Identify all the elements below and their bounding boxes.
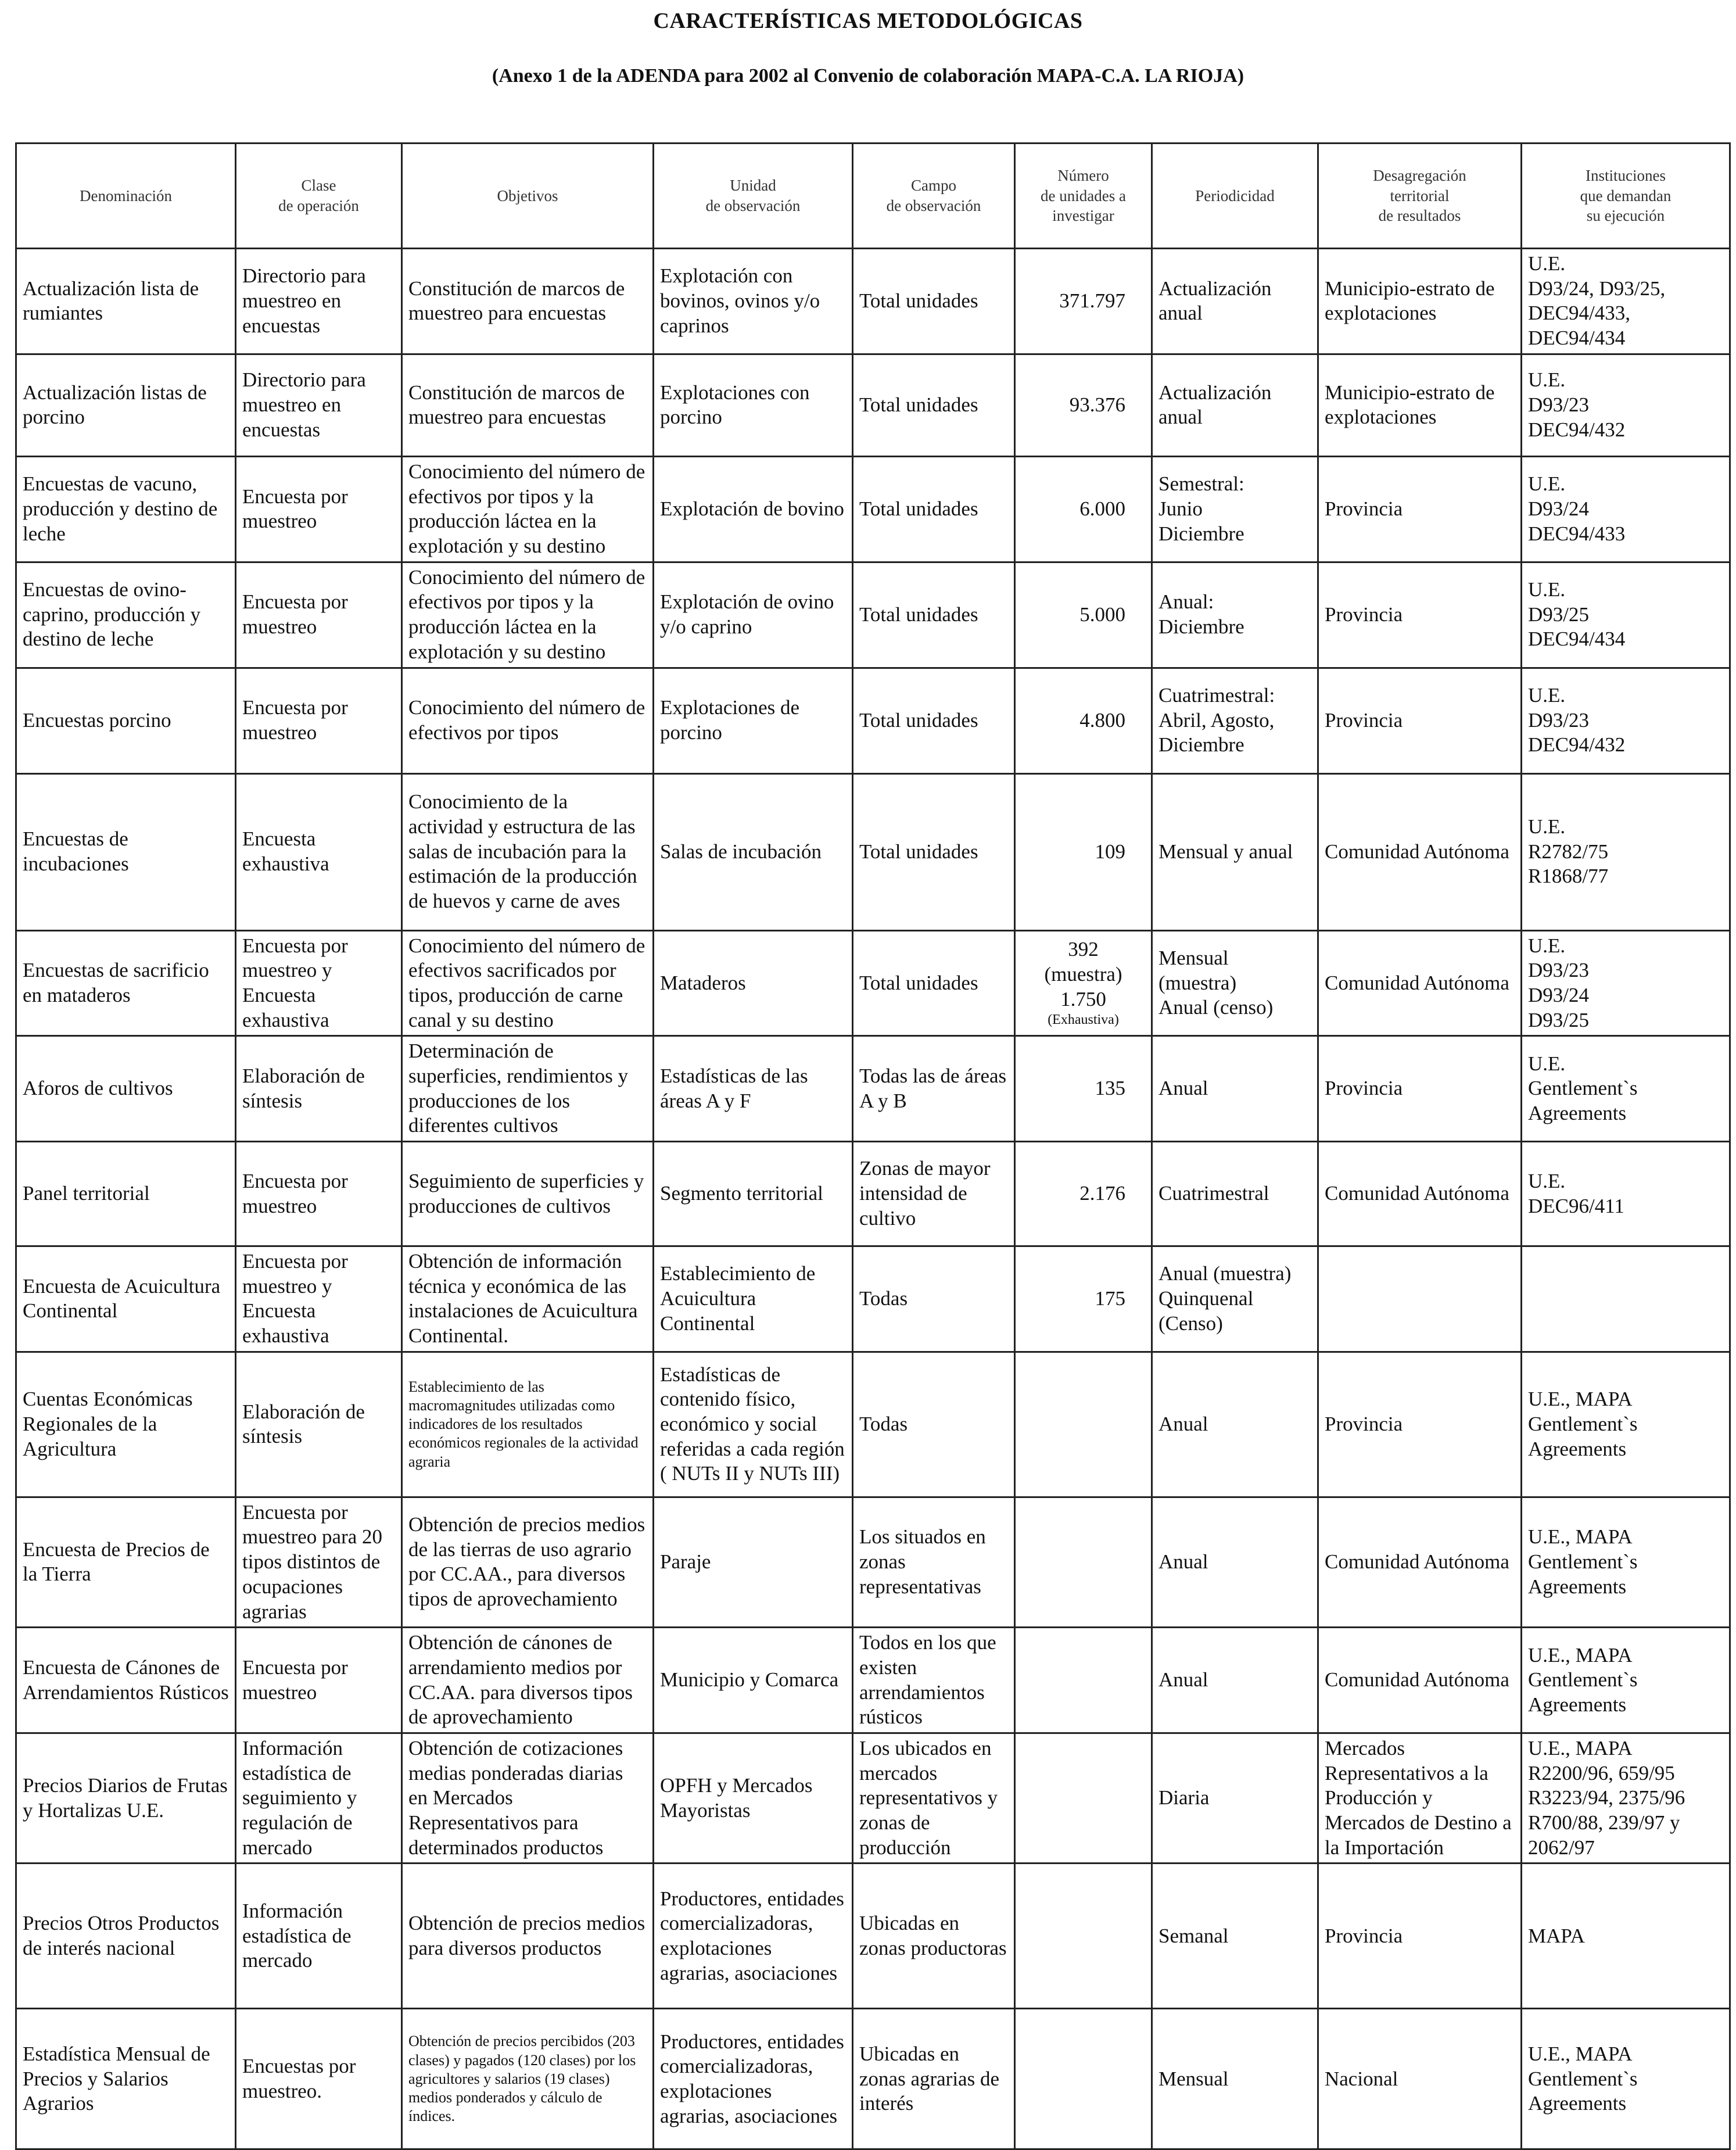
cell-periodicidad: Anual xyxy=(1152,1352,1318,1497)
cell-periodicidad: Anual (muestra) Quinquenal (Censo) xyxy=(1152,1246,1318,1352)
cell-periodicidad: Actualización anual xyxy=(1152,354,1318,456)
cell-objetivos: Obtención de precios percibidos (203 clases) y pagados (120 clases) por los agricultores y salarios (19 clases) medios ponderados y cálculo de índices. xyxy=(402,2009,654,2149)
cell-numero-unidades xyxy=(1015,2009,1152,2149)
cell-clase-operacion: Información estadística de seguimiento y regulación de mercado xyxy=(236,1733,402,1863)
cell-periodicidad: Anual: Diciembre xyxy=(1152,562,1318,668)
header-clase-operacion: Clase de operación xyxy=(236,144,402,249)
cell-numero-unidades: 135 xyxy=(1015,1036,1152,1142)
table-row xyxy=(16,668,1730,773)
cell-denominacion: Precios Otros Productos de interés nacional xyxy=(16,1864,236,2009)
table-row xyxy=(16,354,1730,456)
cell-campo-observacion: Total unidades xyxy=(853,249,1015,354)
cell-instituciones xyxy=(1522,1246,1730,1352)
cell-unidad-observacion: Productores, entidades comercializadoras, explotaciones agrarias, asociaciones xyxy=(654,2009,853,2149)
cell-instituciones: U.E., MAPA R2200/96, 659/95 R3223/94, 2375/96 R700/88, 239/97 y 2062/97 xyxy=(1522,1733,1730,1863)
cell-clase-operacion: Elaboración de síntesis xyxy=(236,1352,402,1497)
cell-clase-operacion: Encuesta por muestreo xyxy=(236,456,402,562)
cell-objetivos: Conocimiento de la actividad y estructura de las salas de incubación para la estimación de la producción de huevos y carne de aves xyxy=(402,773,654,930)
cell-unidad-observacion: Paraje xyxy=(654,1497,853,1627)
table-row xyxy=(16,562,1730,668)
cell-campo-observacion: Total unidades xyxy=(853,354,1015,456)
cell-unidad-observacion: Explotación de ovino y/o caprino xyxy=(654,562,853,668)
table-row xyxy=(16,249,1730,354)
cell-objetivos: Obtención de cotizaciones medias ponderadas diarias en Mercados Representativos para determinados productos xyxy=(402,1733,654,1863)
cell-objetivos: Obtención de cánones de arrendamiento medios por CC.AA. para diversos tipos de aprovechamiento xyxy=(402,1628,654,1733)
cell-clase-operacion: Directorio para muestreo en encuestas xyxy=(236,354,402,456)
cell-instituciones: U.E. D93/23 DEC94/432 xyxy=(1522,668,1730,773)
table-row xyxy=(16,1142,1730,1246)
units-exhaustiva-label: (Exhaustiva) xyxy=(1048,1012,1119,1028)
cell-numero-unidades: 371.797 xyxy=(1015,249,1152,354)
cell-clase-operacion: Elaboración de síntesis xyxy=(236,1036,402,1142)
cell-campo-observacion: Todas xyxy=(853,1246,1015,1352)
cell-objetivos: Constitución de marcos de muestreo para encuestas xyxy=(402,354,654,456)
table-row xyxy=(16,773,1730,930)
cell-unidad-observacion: Explotaciones con porcino xyxy=(654,354,853,456)
cell-periodicidad: Semanal xyxy=(1152,1864,1318,2009)
cell-numero-unidades: 6.000 xyxy=(1015,456,1152,562)
cell-unidad-observacion: Estadísticas de contenido físico, económico y social referidas a cada región ( NUTs II y NUTs III) xyxy=(654,1352,853,1497)
header-periodicidad: Periodicidad xyxy=(1152,144,1318,249)
cell-instituciones: U.E., MAPA Gentlement`s Agreements xyxy=(1522,1497,1730,1627)
cell-unidad-observacion: Mataderos xyxy=(654,930,853,1036)
cell-numero-unidades: 175 xyxy=(1015,1246,1152,1352)
cell-clase-operacion: Encuesta por muestreo y Encuesta exhaustiva xyxy=(236,930,402,1036)
cell-denominacion: Encuesta de Acuicultura Continental xyxy=(16,1246,236,1352)
cell-denominacion: Encuestas de ovino-caprino, producción y destino de leche xyxy=(16,562,236,668)
table-row xyxy=(16,1036,1730,1142)
cell-objetivos: Determinación de superficies, rendimientos y producciones de los diferentes cultivos xyxy=(402,1036,654,1142)
table-row xyxy=(16,456,1730,562)
page-title: CARACTERÍSTICAS METODOLÓGICAS xyxy=(653,9,1083,33)
cell-desagregacion-territorial: Comunidad Autónoma xyxy=(1318,1497,1522,1627)
header-unidad-observacion: Unidad de observación xyxy=(654,144,853,249)
cell-instituciones: U.E. D93/23 D93/24 D93/25 xyxy=(1522,930,1730,1036)
cell-desagregacion-territorial: Municipio-estrato de explotaciones xyxy=(1318,249,1522,354)
cell-denominacion: Panel territorial xyxy=(16,1142,236,1246)
cell-clase-operacion: Encuesta por muestreo xyxy=(236,1142,402,1246)
cell-campo-observacion: Total unidades xyxy=(853,930,1015,1036)
cell-objetivos: Conocimiento del número de efectivos sacrificados por tipos, producción de carne canal y su destino xyxy=(402,930,654,1036)
units-muestra: 392 (muestra) xyxy=(1044,938,1122,986)
cell-unidad-observacion: Establecimiento de Acuicultura Continental xyxy=(654,1246,853,1352)
header-instituciones: Instituciones que demandan su ejecución xyxy=(1522,144,1730,249)
cell-periodicidad: Anual xyxy=(1152,1628,1318,1733)
table-row xyxy=(16,1628,1730,1733)
header-numero-unidades: Número de unidades a investigar xyxy=(1015,144,1152,249)
cell-unidad-observacion: Productores, entidades comercializadoras, explotaciones agrarias, asociaciones xyxy=(654,1864,853,2009)
cell-instituciones: U.E. D93/25 DEC94/434 xyxy=(1522,562,1730,668)
cell-campo-observacion: Todas xyxy=(853,1352,1015,1497)
cell-objetivos: Constitución de marcos de muestreo para encuestas xyxy=(402,249,654,354)
units-exhaustiva: 1.750 xyxy=(1060,987,1106,1010)
cell-desagregacion-territorial: Provincia xyxy=(1318,562,1522,668)
table-row xyxy=(16,1864,1730,2009)
cell-numero-unidades: 93.376 xyxy=(1015,354,1152,456)
cell-unidad-observacion: OPFH y Mercados Mayoristas xyxy=(654,1733,853,1863)
cell-campo-observacion: Los ubicados en mercados representativos y zonas de producción xyxy=(853,1733,1015,1863)
cell-clase-operacion: Encuesta por muestreo para 20 tipos distintos de ocupaciones agrarias xyxy=(236,1497,402,1627)
cell-periodicidad: Anual xyxy=(1152,1497,1318,1627)
cell-denominacion: Encuesta de Precios de la Tierra xyxy=(16,1497,236,1627)
cell-clase-operacion: Encuesta por muestreo xyxy=(236,1628,402,1733)
cell-unidad-observacion: Explotaciones de porcino xyxy=(654,668,853,773)
cell-clase-operacion: Directorio para muestreo en encuestas xyxy=(236,249,402,354)
cell-unidad-observacion: Municipio y Comarca xyxy=(654,1628,853,1733)
cell-campo-observacion: Los situados en zonas representativas xyxy=(853,1497,1015,1627)
cell-instituciones: U.E., MAPA Gentlement`s Agreements xyxy=(1522,1352,1730,1497)
cell-campo-observacion: Total unidades xyxy=(853,456,1015,562)
cell-numero-unidades: 109 xyxy=(1015,773,1152,930)
cell-objetivos: Conocimiento del número de efectivos por tipos y la producción láctea en la explotación y su destino xyxy=(402,562,654,668)
cell-desagregacion-territorial: Nacional xyxy=(1318,2009,1522,2149)
cell-objetivos: Conocimiento del número de efectivos por tipos xyxy=(402,668,654,773)
cell-clase-operacion: Encuesta por muestreo xyxy=(236,562,402,668)
cell-desagregacion-territorial: Provincia xyxy=(1318,456,1522,562)
cell-desagregacion-territorial: Provincia xyxy=(1318,1864,1522,2009)
header-row xyxy=(16,144,1730,249)
cell-denominacion: Encuestas de vacuno, producción y destino de leche xyxy=(16,456,236,562)
cell-objetivos: Obtención de precios medios de las tierras de uso agrario por CC.AA., para diversos tipos de aprovechamiento xyxy=(402,1497,654,1627)
cell-instituciones: MAPA xyxy=(1522,1864,1730,2009)
cell-numero-unidades xyxy=(1015,1628,1152,1733)
cell-campo-observacion: Ubicadas en zonas productoras xyxy=(853,1864,1015,2009)
cell-numero-unidades xyxy=(1015,1733,1152,1863)
cell-desagregacion-territorial: Comunidad Autónoma xyxy=(1318,1628,1522,1733)
cell-periodicidad: Anual xyxy=(1152,1036,1318,1142)
cell-denominacion: Aforos de cultivos xyxy=(16,1036,236,1142)
cell-desagregacion-territorial: Provincia xyxy=(1318,1352,1522,1497)
cell-denominacion: Precios Diarios de Frutas y Hortalizas U.E. xyxy=(16,1733,236,1863)
cell-instituciones: U.E. D93/23 DEC94/432 xyxy=(1522,354,1730,456)
cell-desagregacion-territorial: Comunidad Autónoma xyxy=(1318,930,1522,1036)
cell-numero-unidades xyxy=(1015,1864,1152,2009)
table-row xyxy=(16,1246,1730,1352)
cell-denominacion: Encuesta de Cánones de Arrendamientos Rústicos xyxy=(16,1628,236,1733)
cell-denominacion: Actualización listas de porcino xyxy=(16,354,236,456)
cell-campo-observacion: Todos en los que existen arrendamientos rústicos xyxy=(853,1628,1015,1733)
cell-periodicidad: Mensual (muestra) Anual (censo) xyxy=(1152,930,1318,1036)
cell-unidad-observacion: Estadísticas de las áreas A y F xyxy=(654,1036,853,1142)
cell-campo-observacion: Total unidades xyxy=(853,668,1015,773)
cell-periodicidad: Semestral: Junio Diciembre xyxy=(1152,456,1318,562)
cell-clase-operacion: Encuesta exhaustiva xyxy=(236,773,402,930)
cell-clase-operacion: Información estadística de mercado xyxy=(236,1864,402,2009)
page-subtitle: (Anexo 1 de la ADENDA para 2002 al Convenio de colaboración MAPA-C.A. LA RIOJA) xyxy=(492,65,1244,87)
cell-objetivos: Establecimiento de las macromagnitudes utilizadas como indicadores de los resultados económicos regionales de la actividad agraria xyxy=(402,1352,654,1497)
cell-clase-operacion: Encuesta por muestreo y Encuesta exhaustiva xyxy=(236,1246,402,1352)
cell-periodicidad: Mensual xyxy=(1152,2009,1318,2149)
table-row xyxy=(16,1733,1730,1863)
cell-denominacion: Estadística Mensual de Precios y Salarios Agrarios xyxy=(16,2009,236,2149)
cell-clase-operacion: Encuesta por muestreo xyxy=(236,668,402,773)
cell-unidad-observacion: Salas de incubación xyxy=(654,773,853,930)
cell-numero-unidades: 5.000 xyxy=(1015,562,1152,668)
cell-instituciones: U.E. D93/24, D93/25, DEC94/433, DEC94/434 xyxy=(1522,249,1730,354)
cell-desagregacion-territorial: Municipio-estrato de explotaciones xyxy=(1318,354,1522,456)
cell-denominacion: Actualización lista de rumiantes xyxy=(16,249,236,354)
cell-numero-unidades xyxy=(1015,1352,1152,1497)
cell-campo-observacion: Todas las de áreas A y B xyxy=(853,1036,1015,1142)
cell-numero-unidades: 2.176 xyxy=(1015,1142,1152,1246)
table-row xyxy=(16,2009,1730,2149)
cell-periodicidad: Diaria xyxy=(1152,1733,1318,1863)
cell-campo-observacion: Total unidades xyxy=(853,773,1015,930)
cell-objetivos: Obtención de precios medios para diversos productos xyxy=(402,1864,654,2009)
cell-denominacion: Encuestas de incubaciones xyxy=(16,773,236,930)
table-row xyxy=(16,1352,1730,1497)
cell-campo-observacion: Zonas de mayor intensidad de cultivo xyxy=(853,1142,1015,1246)
header-objetivos: Objetivos xyxy=(402,144,654,249)
cell-objetivos: Obtención de información técnica y económica de las instalaciones de Acuicultura Continental. xyxy=(402,1246,654,1352)
cell-unidad-observacion: Explotación de bovino xyxy=(654,456,853,562)
cell-numero-unidades xyxy=(1015,1497,1152,1627)
cell-clase-operacion: Encuestas por muestreo. xyxy=(236,2009,402,2149)
table-row xyxy=(16,930,1730,1036)
table-row xyxy=(16,1497,1730,1627)
cell-campo-observacion: Total unidades xyxy=(853,562,1015,668)
cell-periodicidad: Mensual y anual xyxy=(1152,773,1318,930)
cell-instituciones: U.E., MAPA Gentlement`s Agreements xyxy=(1522,1628,1730,1733)
header-denominacion: Denominación xyxy=(16,144,236,249)
cell-unidad-observacion: Segmento territorial xyxy=(654,1142,853,1246)
cell-instituciones: U.E. D93/24 DEC94/433 xyxy=(1522,456,1730,562)
cell-numero-unidades xyxy=(1015,930,1152,1036)
methodology-table xyxy=(15,142,1731,2150)
cell-desagregacion-territorial xyxy=(1318,1246,1522,1352)
cell-denominacion: Encuestas porcino xyxy=(16,668,236,773)
cell-desagregacion-territorial: Comunidad Autónoma xyxy=(1318,1142,1522,1246)
header-desagregacion-territorial: Desagregación territorial de resultados xyxy=(1318,144,1522,249)
cell-instituciones: U.E., MAPA Gentlement`s Agreements xyxy=(1522,2009,1730,2149)
cell-denominacion: Encuestas de sacrificio en mataderos xyxy=(16,930,236,1036)
cell-instituciones: U.E. R2782/75 R1868/77 xyxy=(1522,773,1730,930)
cell-instituciones: U.E. Gentlement`s Agreements xyxy=(1522,1036,1730,1142)
cell-instituciones: U.E. DEC96/411 xyxy=(1522,1142,1730,1246)
cell-desagregacion-territorial: Comunidad Autónoma xyxy=(1318,773,1522,930)
cell-desagregacion-territorial: Provincia xyxy=(1318,1036,1522,1142)
cell-desagregacion-territorial: Provincia xyxy=(1318,668,1522,773)
cell-objetivos: Seguimiento de superficies y producciones de cultivos xyxy=(402,1142,654,1246)
header-campo-observacion: Campo de observación xyxy=(853,144,1015,249)
cell-desagregacion-territorial: Mercados Representativos a la Producción y Mercados de Destino a la Importación xyxy=(1318,1733,1522,1863)
cell-periodicidad: Cuatrimestral xyxy=(1152,1142,1318,1246)
cell-objetivos: Conocimiento del número de efectivos por tipos y la producción láctea en la explotación y su destino xyxy=(402,456,654,562)
cell-numero-unidades: 4.800 xyxy=(1015,668,1152,773)
cell-periodicidad: Actualización anual xyxy=(1152,249,1318,354)
cell-campo-observacion: Ubicadas en zonas agrarias de interés xyxy=(853,2009,1015,2149)
cell-periodicidad: Cuatrimestral: Abril, Agosto, Diciembre xyxy=(1152,668,1318,773)
cell-denominacion: Cuentas Económicas Regionales de la Agricultura xyxy=(16,1352,236,1497)
cell-unidad-observacion: Explotación con bovinos, ovinos y/o caprinos xyxy=(654,249,853,354)
